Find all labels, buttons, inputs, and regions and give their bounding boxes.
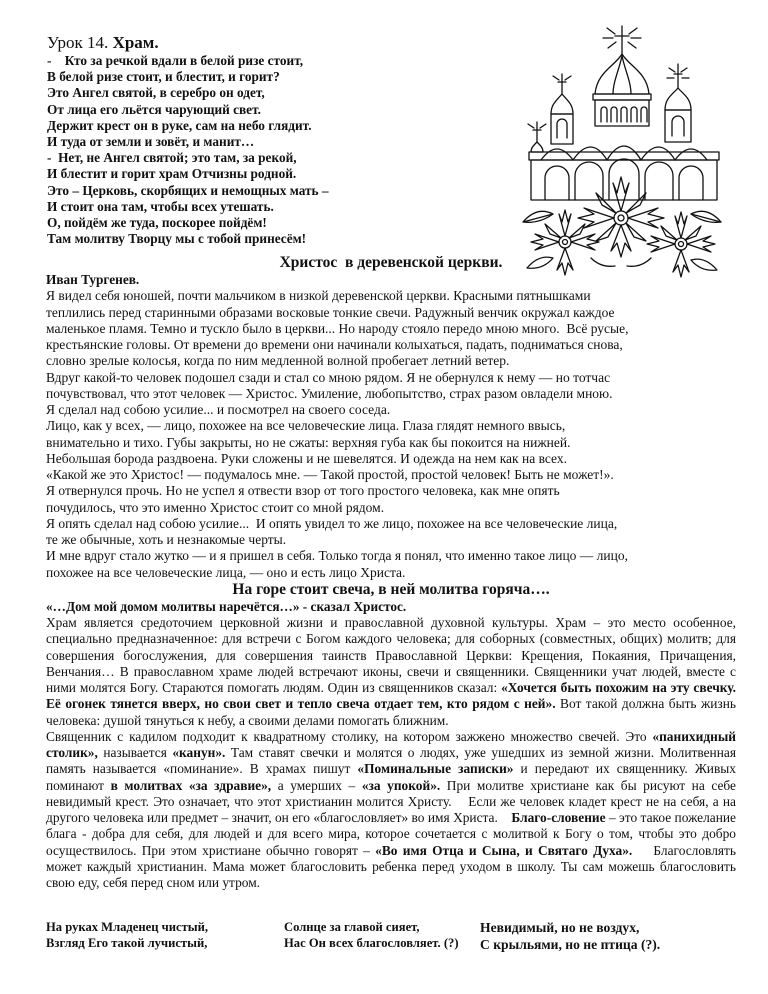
poem-line: И блестит и горит храм Отчизны родной. [47, 166, 297, 182]
term-for-repose: «за упокой». [361, 777, 441, 793]
lesson-title [47, 32, 467, 53]
story-line: похожее на все человеческие лица, — оно и есть лицо Христа. [46, 564, 406, 580]
story-line: крестьянские головы. От времени до времени они начинали колыхаться, падать, подниматься снова, [46, 337, 623, 353]
church-with-flowers-icon [515, 22, 730, 282]
poem-line: - Кто за речкой вдали в белой ризе стоит, [47, 53, 304, 68]
kanun-text: называется [97, 745, 173, 761]
kanun-text: При молитве христиане как бы рисуют на себе невидимый крест. Это означает, что этот христианин молится Христу. Если же человек кладет крест не на себя, а на другого человека или предмет – значит, он его «благословляет» во имя Христа. [46, 777, 740, 826]
poem-line: - Нет, не Ангел святой; это там, за рекой, [47, 150, 297, 166]
term-blessing: Благо-словение [511, 810, 606, 826]
temple-text-end: Вот такой должна быть жизнь человека: душой тянуться к небу, а своими делами помогать ближним. [46, 696, 736, 728]
story-line: Я сделал над собою усилие... и посмотрел на своего соседа. [46, 402, 391, 418]
poem-line: И туда от земли и зовёт, и манит… [47, 134, 255, 150]
riddle-angel [480, 919, 660, 953]
poem-line: Там молитву Творцу мы с тобой принесём! [47, 231, 307, 247]
riddle-line: С крыльями, но не птица (?). [480, 937, 661, 952]
section-title-candle: На горе стоит свеча, в ней молитва горяча…. [232, 580, 550, 598]
kanun-text: Там ставят свечки и молятся о людях, уже ушедших из земной жизни. Молитвенная память называется «поминание». В храмах пишут [46, 745, 740, 777]
poem-line: Держит крест он в руке, сам на небо глядит. [47, 117, 312, 133]
riddles [46, 919, 746, 959]
riddle-line: Нас Он всех благословляет. (?) [284, 936, 459, 950]
poem-line: Это Ангел святой, в серебро он одет, [47, 85, 265, 101]
story-line: Лицо, как у всех, — лицо, похожее на все человеческие лица. Глаза глядят немного ввысь, [46, 418, 566, 434]
kanun-paragraph [46, 728, 740, 892]
story-line: И мне вдруг стало жутко — и я пришел в себя. Только тогда я понял, что именно такое лицо — лицо, [46, 548, 628, 564]
poem-line: В белой ризе стоит, и блестит, и горит? [47, 69, 280, 85]
story-line: те же обычные, хоть и незнакомые черты. [46, 532, 287, 548]
story-line: Я видел себя юношей, почти мальчиком в низкой деревенской церкви. Красными пятнышками [46, 288, 591, 304]
story-line: теплились перед старинными образами восковые тонкие свечи. Радужный венчик окружал каждое [46, 304, 615, 320]
riddle-icon-answer [284, 919, 459, 951]
story-line: Я отвернулся прочь. Но не успел я отвести взор от того простого человека, как мне опять [46, 483, 560, 499]
story-line: внимательно и тихо. Губы закрыты, но не сжаты: верхняя губа как бы покоится на нижней. [46, 434, 571, 450]
poem-line: Это – Церковь, скорбящих и немощных мать – [47, 182, 329, 198]
poem-line: О, пойдём же туда, поскорее пойдём! [47, 215, 267, 231]
story-line: почудилось, что это именно Христос стоит со мной рядом. [46, 499, 385, 515]
kanun-text: а умерших – [271, 777, 356, 793]
poem-line: И стоит она там, чтобы всех утешать. [47, 198, 274, 214]
story-line: Вдруг какой-то человек подошел сзади и стал со мною рядом. Я не обернулся к нему — но тотчас [46, 369, 611, 385]
author-name: Иван Тургенев. [46, 272, 140, 287]
poem-block [47, 32, 467, 247]
priest-quote: «Хочется быть похожим на эту свечку. Её огонек тянется вверх, но свои свет и тепло свеча отдает тем, кто рядом с ней». [46, 680, 736, 712]
riddle-icon-verse [46, 919, 208, 951]
term-for-health: в молитвах «за здравие», [110, 777, 272, 793]
kanun-text: и передают их священнику. Живых поминают [46, 761, 740, 793]
term-panikhida-table: «панихидный столик», [46, 728, 740, 761]
section-title-christ-in-church: Христос в деревенской церкви. [279, 254, 503, 271]
kanun-text: – это такое пожелание блага - добра для себя, для людей и для всего мира, которое сочетается с молитвой к Богу о том, чтобы это добро осуществилось. При этом христиане обычно говорят – [46, 810, 740, 858]
lesson-topic: Храм. [112, 33, 159, 52]
kanun-text: Благословлять может каждый христианин. Мама может благословить ребенка перед уходом в школу. Ты сам можешь благословить свою еду, себя перед сном или утром. [46, 842, 740, 891]
kanun-text: Священник с кадилом подходит к квадратному столику, на котором зажжено множество свечей. Это [46, 728, 653, 744]
term-memorial-notes: «Поминальные записки» [357, 761, 514, 777]
main-text [46, 254, 740, 891]
temple-paragraph [46, 615, 736, 729]
riddle-line: Невидимый, но не воздух, [480, 920, 640, 935]
story-line: маленькое пламя. Темно и тускло было в церкви... Но народу стояло передо мною много. Всё русые, [46, 320, 629, 336]
story-line: словно зрелые колосья, когда по ним медленной волной пробегает летний ветер. [46, 353, 510, 369]
term-kanun: «канун». [172, 745, 226, 761]
story-line: почувствовал, что этот человек — Христос. Умиление, любопытство, страх разом овладели мною. [46, 385, 613, 401]
riddle-line: Солнце за главой сияет, [284, 920, 420, 934]
riddle-line: На руках Младенец чистый, [46, 920, 209, 934]
trinity-formula: «Во имя Отца и Сына, и Святаго Духа». [375, 842, 633, 858]
poem-line: От лица его льётся чарующий свет. [47, 101, 261, 117]
story-line: Небольшая борода раздвоена. Руки сложены и не шевелятся. И одежда на нем как на всех. [46, 450, 567, 466]
story-line: «Какой же это Христос! — подумалось мне. — Такой простой, простой человек! Быть не может!». [46, 467, 614, 483]
temple-text: Храм является средоточием церковной жизни и православной духовной культуры. Храм – это место особенное, специально предназначенное: для встречи с Богом каждого человека; для соборных (совместных, общих) молитв; для совершения богослужения, для совершения таинств Православной Церкви: Крещения, Покаяния, Причащения, Венчания… В православном храме людей встречают иконы, свечи и священники. Священники учат людей, вместе с ними молятся Богу. Стараются помогать людям. Один из священников сказал: [46, 615, 736, 696]
riddle-line: Взгляд Его такой лучистый, [46, 936, 208, 950]
cross-rays-icon [603, 26, 641, 54]
story-line: Я опять сделал над собою усилие... И опять увидел то же лицо, похожее на все человеческие лица, [46, 515, 618, 531]
christ-quote-heading: «…Дом мой домом молитвы наречётся…» - сказал Христос. [46, 598, 407, 614]
lesson-number: Урок 14. [47, 33, 109, 52]
